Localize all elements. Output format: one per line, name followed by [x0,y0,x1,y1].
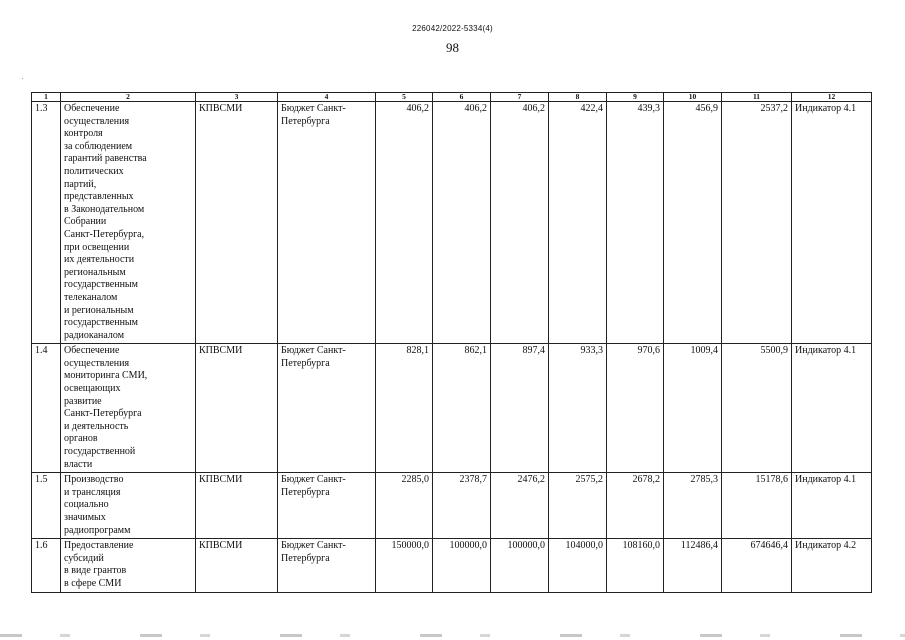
value-col-9: 970,6 [607,344,664,473]
value-col-10: 456,9 [664,102,722,344]
activity-name: Обеспечение осуществления контроля за соблюдением гарантий равенства политических партий, представленных в Законодательном Собрании Санкт-Петербурга, при освещении их деятельности региональным государственным телеканалом и региональным государственным радиоканалом [61,102,196,344]
value-col-5: 2285,0 [376,473,433,539]
row-number: 1.4 [32,344,61,473]
column-header: 1 [32,93,61,102]
column-header: 8 [549,93,607,102]
table-header-row [32,93,872,102]
funding-source: Бюджет Санкт-Петербурга [278,344,376,473]
value-col-6: 406,2 [433,102,491,344]
value-col-6: 100000,0 [433,539,491,592]
value-col-7: 100000,0 [491,539,549,592]
scan-mark [22,78,23,79]
indicator: Индикатор 4.1 [792,102,872,344]
column-header: 11 [722,93,792,102]
column-header: 4 [278,93,376,102]
table-row [32,102,872,344]
value-col-8: 422,4 [549,102,607,344]
value-col-10: 2785,3 [664,473,722,539]
value-col-7: 2476,2 [491,473,549,539]
column-header: 10 [664,93,722,102]
value-col-5: 828,1 [376,344,433,473]
column-header: 3 [196,93,278,102]
funding-source: Бюджет Санкт-Петербурга [278,102,376,344]
row-number: 1.3 [32,102,61,344]
column-header: 5 [376,93,433,102]
row-number: 1.5 [32,473,61,539]
column-header: 12 [792,93,872,102]
column-header: 7 [491,93,549,102]
value-col-7: 897,4 [491,344,549,473]
value-col-8: 104000,0 [549,539,607,592]
column-header: 9 [607,93,664,102]
value-col-8: 2575,2 [549,473,607,539]
value-total: 15178,6 [722,473,792,539]
scan-artifact-line [0,634,905,637]
value-total: 2537,2 [722,102,792,344]
column-header: 6 [433,93,491,102]
executor: КПВСМИ [196,539,278,592]
activity-name: Предоставление субсидий в виде грантов в сфере СМИ [61,539,196,592]
value-col-6: 2378,7 [433,473,491,539]
indicator: Индикатор 4.2 [792,539,872,592]
value-col-7: 406,2 [491,102,549,344]
value-col-9: 2678,2 [607,473,664,539]
indicator: Индикатор 4.1 [792,473,872,539]
executor: КПВСМИ [196,344,278,473]
value-col-10: 1009,4 [664,344,722,473]
document-registration-number: 226042/2022-5334(4) [412,24,493,33]
table-row [32,344,872,473]
column-header: 2 [61,93,196,102]
value-col-8: 933,3 [549,344,607,473]
value-col-9: 439,3 [607,102,664,344]
funding-source: Бюджет Санкт-Петербурга [278,473,376,539]
value-col-5: 406,2 [376,102,433,344]
table-row [32,539,872,592]
activity-name: Обеспечение осуществления мониторинга СМИ, освещающих развитие Санкт-Петербурга и деятельность органов государственной власти [61,344,196,473]
indicator: Индикатор 4.1 [792,344,872,473]
row-number: 1.6 [32,539,61,592]
value-total: 5500,9 [722,344,792,473]
table-row [32,473,872,539]
funding-source: Бюджет Санкт-Петербурга [278,539,376,592]
executor: КПВСМИ [196,102,278,344]
value-total: 674646,4 [722,539,792,592]
activity-name: Производство и трансляция социально значимых радиопрограмм [61,473,196,539]
executor: КПВСМИ [196,473,278,539]
value-col-6: 862,1 [433,344,491,473]
value-col-9: 108160,0 [607,539,664,592]
value-col-5: 150000,0 [376,539,433,592]
page-number: 98 [446,40,459,55]
value-col-10: 112486,4 [664,539,722,592]
program-activities-table [31,92,872,593]
